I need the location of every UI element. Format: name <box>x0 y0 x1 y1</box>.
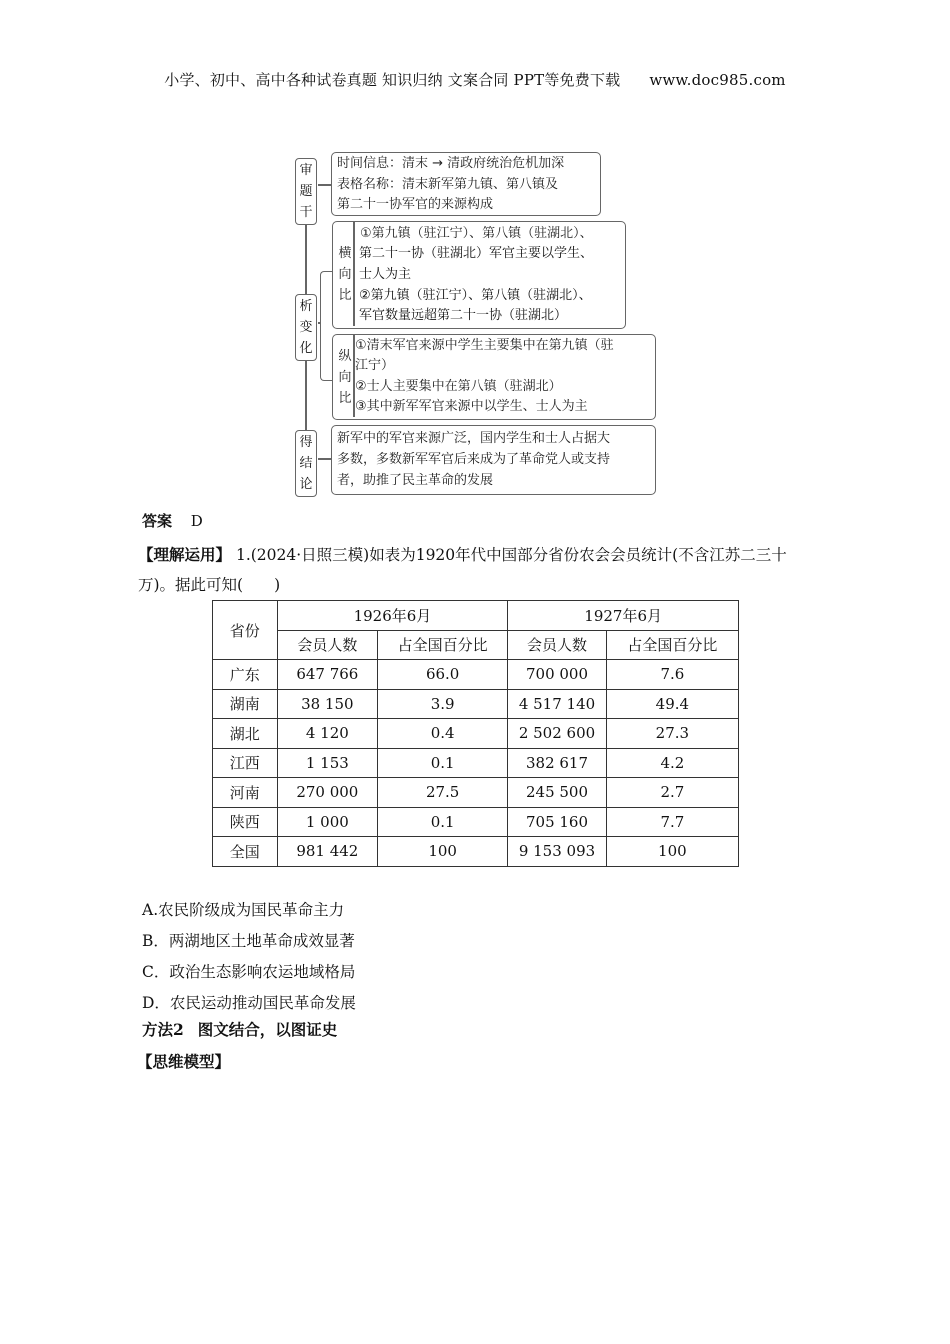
subheader: 会员人数 <box>508 630 606 660</box>
table-row <box>213 748 739 778</box>
cell: 全国 <box>213 837 278 867</box>
cell: 100 <box>606 837 738 867</box>
mm-line: ②第九镇（驻江宁）、第八镇（驻湖北）、 <box>359 288 592 303</box>
method-heading <box>142 1018 337 1040</box>
farmer-association-table <box>212 600 739 867</box>
cell: 27.5 <box>378 778 508 808</box>
table-row <box>213 778 739 808</box>
method-title: 方法2 <box>142 1020 184 1039</box>
mm-line: 表格名称：清末新军第九镇、第八镇及 <box>337 177 559 192</box>
cell: 38 150 <box>277 689 377 719</box>
question-text: 1.(2024·日照三模)如表为1920年代中国部分省份农会会员统计(不含江苏二三十万)。据此可知( ) <box>138 546 787 594</box>
table-row <box>213 837 739 867</box>
connector <box>318 458 331 460</box>
cell: 3.9 <box>378 689 508 719</box>
mm-line: 士人为主 <box>359 267 412 282</box>
cell: 河南 <box>213 778 278 808</box>
table-row <box>213 689 739 719</box>
cell: 0.1 <box>378 807 508 837</box>
mm-line: 军官数量远超第二十一协（驻湖北） <box>359 308 568 323</box>
answer-line <box>142 510 203 531</box>
box-vertical-compare <box>332 334 656 420</box>
mm-line: 江宁） <box>355 358 395 373</box>
subheader: 占全国百分比 <box>606 630 738 660</box>
question-tag: 【理解运用】 <box>138 545 232 564</box>
cell: 245 500 <box>508 778 606 808</box>
subheader: 会员人数 <box>277 630 377 660</box>
cell: 27.3 <box>606 719 738 749</box>
label-analyze-change: 析 变 化 <box>295 294 317 361</box>
connector <box>318 322 321 324</box>
cell: 4.2 <box>606 748 738 778</box>
cell: 江西 <box>213 748 278 778</box>
cell: 700 000 <box>508 660 606 690</box>
cell: 2.7 <box>606 778 738 808</box>
cell: 1 000 <box>277 807 377 837</box>
mm-line: 时间信息：清末 → 清政府统治危机加深 <box>337 156 565 171</box>
header-site: www.doc985.com <box>649 71 786 89</box>
cell: 382 617 <box>508 748 606 778</box>
answer-options <box>142 895 356 1019</box>
mm-line: 多数，多数新军军官后来成为了革命党人或支持 <box>337 452 611 467</box>
cell: 4 120 <box>277 719 377 749</box>
label-review-question: 审 题 干 <box>295 158 317 225</box>
mm-line: 新军中的军官来源广泛，国内学生和士人占据大 <box>337 431 611 446</box>
thinking-model-heading: 【思维模型】 <box>137 1052 231 1071</box>
method-subtitle: 图文结合，以图证史 <box>197 1020 338 1039</box>
cell: 981 442 <box>277 837 377 867</box>
cell: 1 153 <box>277 748 377 778</box>
option-d[interactable]: D．农民运动推动国民革命发展 <box>142 994 356 1012</box>
cell: 7.7 <box>606 807 738 837</box>
cell: 2 502 600 <box>508 719 606 749</box>
header-text: 小学、初中、高中各种试卷真题 知识归纳 文案合同 PPT等免费下载 <box>164 71 621 89</box>
table-row <box>213 807 739 837</box>
cell: 9 153 093 <box>508 837 606 867</box>
option-c[interactable]: C．政治生态影响农运地域格局 <box>142 963 356 981</box>
mm-line: ③其中新军军官来源中以学生、士人为主 <box>355 399 588 414</box>
cell: 湖北 <box>213 719 278 749</box>
horizontal-compare-lines <box>332 221 624 327</box>
cell: 广东 <box>213 660 278 690</box>
cell: 647 766 <box>277 660 377 690</box>
header-period-1927: 1927年6月 <box>508 601 739 631</box>
label-conclusion: 得 结 论 <box>295 430 317 497</box>
option-a[interactable]: A.农民阶级成为国民革命主力 <box>142 901 345 919</box>
cell: 4 517 140 <box>508 689 606 719</box>
mm-line: ②士人主要集中在第八镇（驻湖北） <box>355 379 562 394</box>
answer-value: D <box>190 512 203 530</box>
cell: 705 160 <box>508 807 606 837</box>
cell: 湖南 <box>213 689 278 719</box>
page-header <box>0 69 950 90</box>
box-review-question <box>331 152 601 216</box>
box-conclusion <box>331 425 656 495</box>
option-b[interactable]: B．两湖地区土地革命成效显著 <box>142 932 355 950</box>
connector <box>318 184 331 186</box>
cell: 陕西 <box>213 807 278 837</box>
mm-line: ①清末军官来源中学生主要集中在第九镇（驻 <box>355 338 614 353</box>
cell: 49.4 <box>606 689 738 719</box>
cell: 100 <box>378 837 508 867</box>
question-stem <box>138 540 818 600</box>
cell: 66.0 <box>378 660 508 690</box>
header-period-1926: 1926年6月 <box>277 601 508 631</box>
cell: 0.1 <box>378 748 508 778</box>
mm-line: 第二十一协（驻湖北）军官主要以学生、 <box>359 246 594 261</box>
cell: 270 000 <box>277 778 377 808</box>
label-horizontal-compare: 横 向 比 <box>338 246 352 303</box>
label-vertical-compare: 纵 向 比 <box>338 349 352 406</box>
mm-line: 者，助推了民主革命的发展 <box>337 473 494 488</box>
header-province: 省份 <box>213 601 278 660</box>
mm-line: ①第九镇（驻江宁）、第八镇（驻湖北）、 <box>360 226 593 241</box>
mm-line: 第二十一协军官的来源构成 <box>337 197 494 212</box>
table-row <box>213 660 739 690</box>
cell: 7.6 <box>606 660 738 690</box>
table-row <box>213 719 739 749</box>
answer-label: 答案 <box>142 512 173 530</box>
cell: 0.4 <box>378 719 508 749</box>
subheader: 占全国百分比 <box>378 630 508 660</box>
